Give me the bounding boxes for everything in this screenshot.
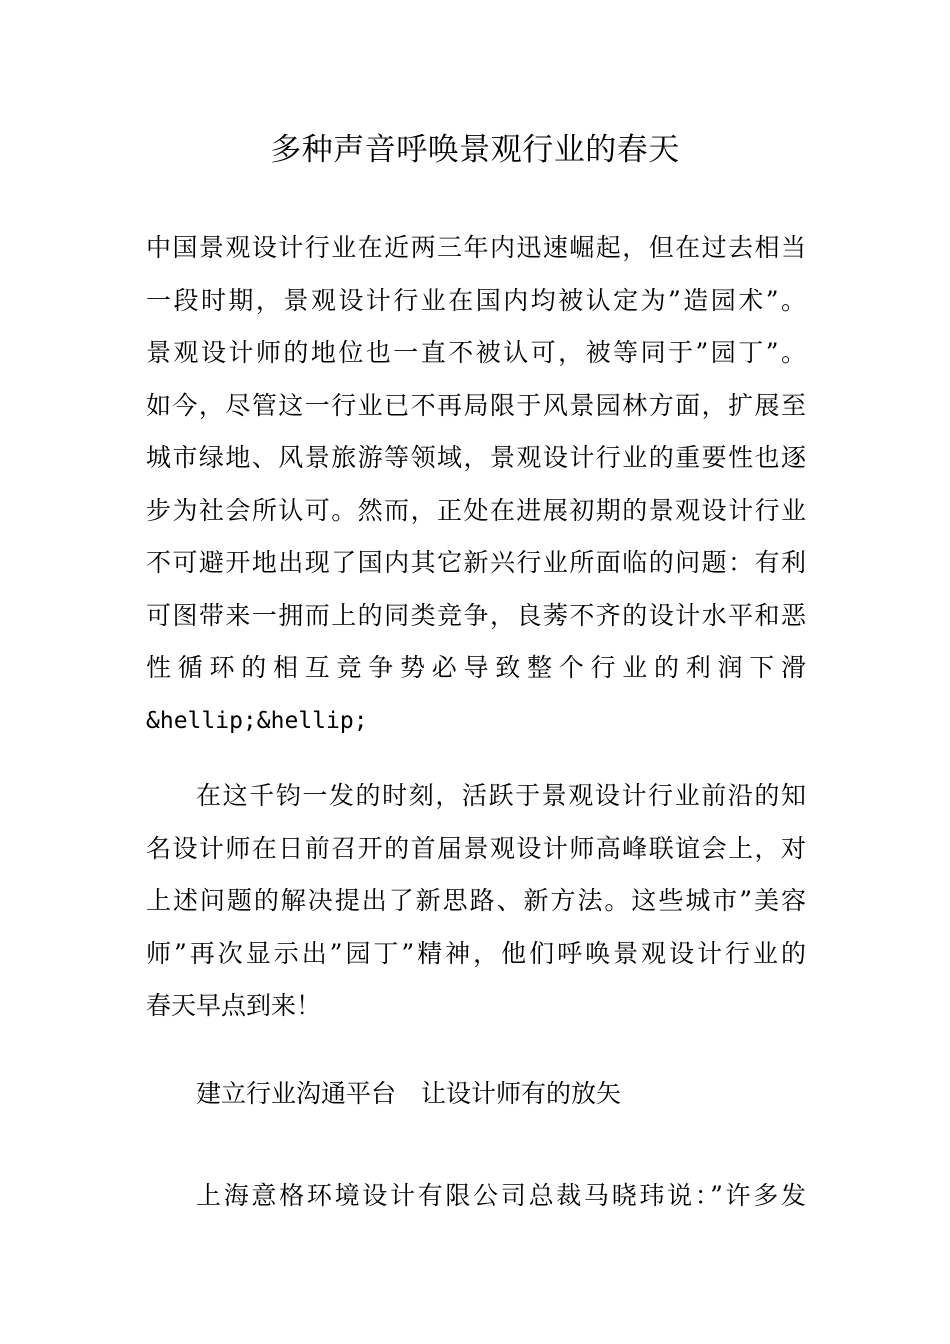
paragraph-line: 在这千钧一发的时刻，活跃于景观设计行业前沿的知 <box>196 781 806 810</box>
document-title: 多种声音呼唤景观行业的春天 <box>270 132 680 168</box>
paragraph-line: 性循环的相互竞争势必导致整个行业的利润下滑 <box>146 653 806 682</box>
paragraph-1 <box>146 222 806 747</box>
paragraph-line: 上海意格环境设计有限公司总裁马晓玮说：”许多发 <box>196 1181 806 1210</box>
subheading-text: 建立行业沟通平台 让设计师有的放矢 <box>196 1079 622 1108</box>
paragraph-3 <box>146 1170 806 1223</box>
paragraph-line: &hellip;&hellip; <box>146 707 368 734</box>
paragraph-line: 不可避开地出现了国内其它新兴行业所面临的问题：有利 <box>146 548 806 577</box>
paragraph-line: 师”再次显示出”园丁”精神，他们呼唤景观设计行业的 <box>146 938 806 968</box>
paragraph-line: 如今，尽管这一行业已不再局限于风景园林方面，扩展至 <box>146 390 806 420</box>
paragraph-line: 上述问题的解决提出了新思路、新方法。这些城市”美容 <box>146 886 806 915</box>
paragraph-line: 景观设计师的地位也一直不被认可，被等同于”园丁”。 <box>146 338 806 367</box>
paragraph-line: 名设计师在日前召开的首届景观设计师高峰联谊会上，对 <box>146 833 806 863</box>
paragraph-line: 可图带来一拥而上的同类竞争，良莠不齐的设计水平和恶 <box>146 600 806 630</box>
paragraph-line: 城市绿地、风景旅游等领域，景观设计行业的重要性也逐 <box>146 443 806 472</box>
paragraph-line: 春天早点到来！ <box>146 991 322 1020</box>
paragraph-line: 步为社会所认可。然而，正处在进展初期的景观设计行业 <box>146 495 806 525</box>
paragraph-line: 中国景观设计行业在近两三年内迅速崛起，但在过去相当 <box>146 233 806 262</box>
paragraph-line: 一段时期，景观设计行业在国内均被认定为”造园术”。 <box>146 285 806 315</box>
paragraph-2 <box>146 770 806 1033</box>
section-subheading <box>146 1068 806 1121</box>
